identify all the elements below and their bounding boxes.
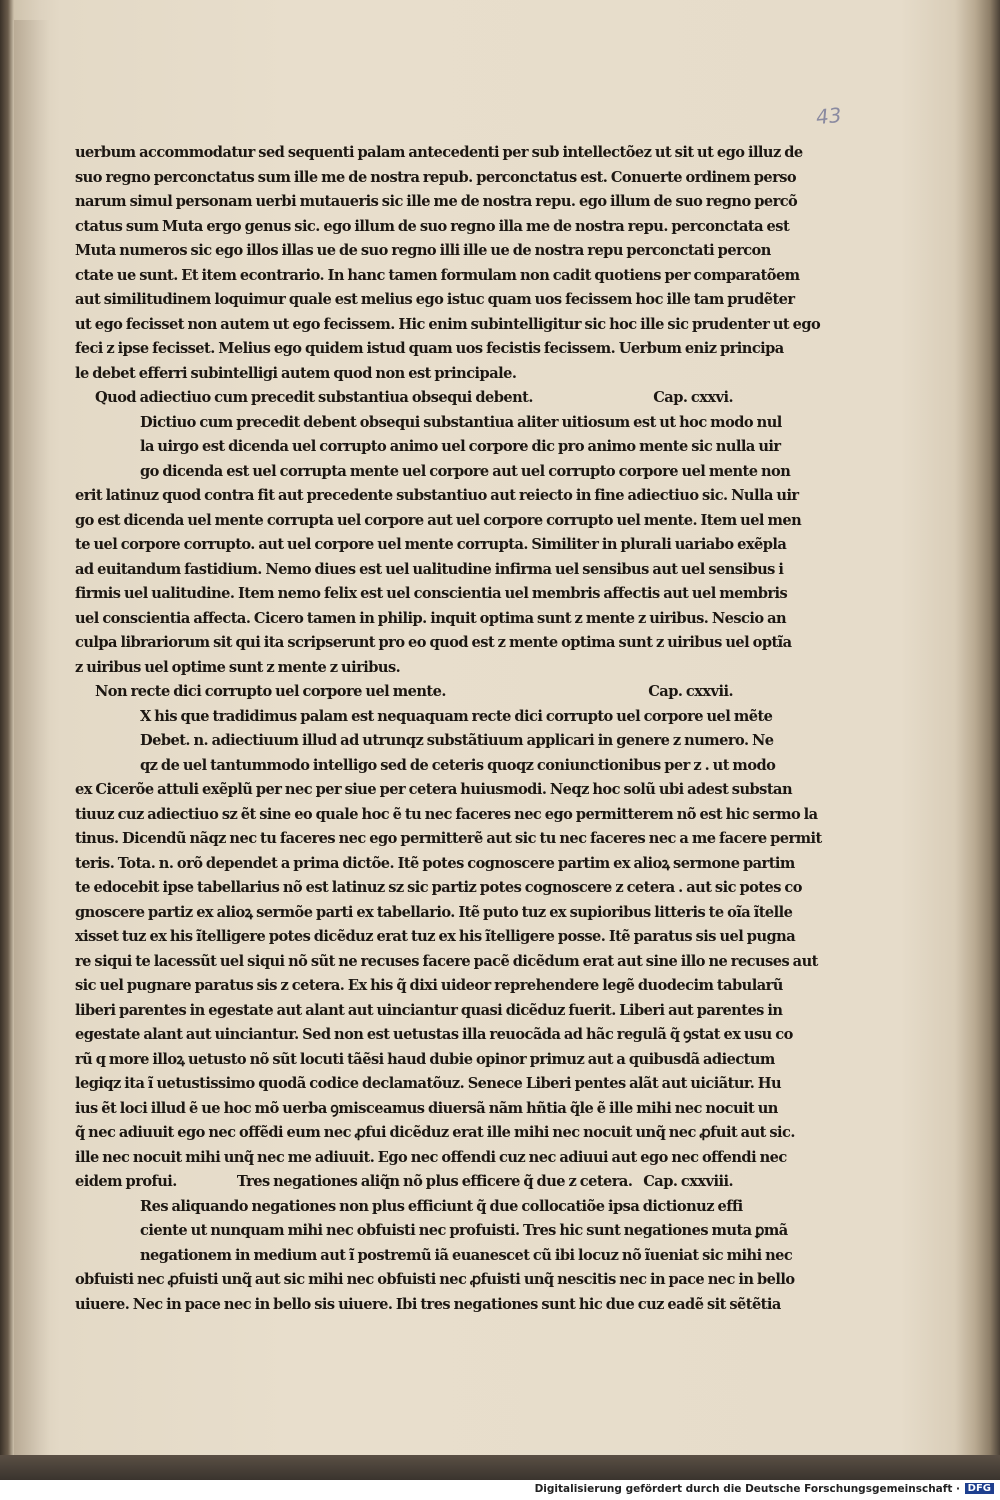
text-line: Muta numeros sic ego illos illas ue de suo regno illi ille ue de nostra repu perconctati percon bbox=[75, 242, 771, 259]
text-line-indented: la uirgo est dicenda uel corrupto animo uel corpore dic pro animo mente sic nulla uir bbox=[140, 438, 781, 455]
text-line: narum simul personam uerbi mutaueris sic ille me de nostra repu. ego illum de suo regno percõ bbox=[75, 193, 798, 210]
text-line: ad euitandum fastidium. Nemo diues est uel ualitudine infirma uel sensibus aut uel sensibus i bbox=[75, 560, 784, 578]
text-line: z uiribus uel optime sunt z mente z uiribus. bbox=[75, 658, 401, 676]
dfg-logo: DFG bbox=[965, 1483, 994, 1494]
text-line-indented: Res aliquando negationes non plus efficiunt q̃ due collocatiõe ipsa dictionuz effi bbox=[140, 1197, 743, 1215]
chapter-heading bbox=[75, 1170, 733, 1195]
text-line: tinus. Dicendũ nãqz nec tu faceres nec ego permitterẽ aut sic tu nec faceres nec a me facere permit bbox=[75, 830, 822, 847]
text-line: suo regno perconctatus sum ille me de nostra repub. perconctatus est. Conuerte ordinem perso bbox=[75, 168, 797, 186]
text-line: aut similitudinem loquimur quale est melius ego istuc quam uos fecissem hoc ille tam prudẽter bbox=[75, 291, 795, 308]
text-line: xisset tuz ex his ĩtelligere potes dicẽduz erat tuz ex his ĩtelligere posse. Itẽ paratus sis uel pugna bbox=[75, 928, 796, 945]
text-line-indented: qz de uel tantummodo intelligo sed de ceteris quoqz coniunctionibus per z . ut modo bbox=[140, 756, 776, 774]
chapter-number: Cap. cxxviii. bbox=[643, 1173, 733, 1190]
text-line: le debet efferri subintelligi autem quod non est principale. bbox=[75, 364, 517, 382]
text-line-indented: ciente ut nunquam mihi nec obfuisti nec profuisti. Tres hic sunt negationes muta ꝑmã bbox=[140, 1222, 788, 1239]
text-line: ut ego fecisset non autem ut ego fecissem. Hic enim subintelligitur sic hoc ille sic prudenter ut ego bbox=[75, 315, 821, 333]
text-line: te edocebit ipse tabellarius nõ est latinuz sz sic partiz potes cognoscere z cetera . aut sic potes co bbox=[75, 879, 802, 896]
text-line: ex Cicerõe attuli exẽplũ per nec per siue per cetera huiusmodi. Neqz hoc solũ ubi adest substan bbox=[75, 781, 793, 798]
text-line: uerbum accommodatur sed sequenti palam antecedenti per sub intellectõez ut sit ut ego illuz de bbox=[75, 144, 803, 161]
chapter-heading bbox=[95, 680, 733, 705]
paragraph-end-line: eidem profui. bbox=[75, 1173, 177, 1190]
text-line: firmis uel ualitudine. Item nemo felix est uel conscientia uel membris affectis aut uel membris bbox=[75, 585, 788, 602]
text-line: obfuisti nec ꝓfuisti unq̃ aut sic mihi nec obfuisti nec ꝓfuisti unq̃ nescitis nec in pace nec in bello bbox=[75, 1271, 795, 1288]
printed-text-block bbox=[75, 141, 822, 1317]
text-line: ctate ue sunt. Et item econtrario. In hanc tamen formulam non cadit quotiens per comparatõem bbox=[75, 266, 800, 284]
text-line: erit latinuz quod contra fit aut precedente substantiuo aut reiecto in fine adiectiuo sic. Nulla uir bbox=[75, 487, 799, 504]
chapter-title: Quod adiectiuo cum precedit substantiua obsequi debent. bbox=[95, 389, 533, 406]
chapter-number: Cap. cxxvii. bbox=[648, 683, 733, 700]
text-line: culpa librariorum sit qui ita scripserunt pro eo quod est z mente optima sunt z uiribus uel optĩa bbox=[75, 634, 792, 651]
text-line: sic uel pugnare paratus sis z cetera. Ex his q̃ dixi uideor reprehendere legẽ duodecim tabularũ bbox=[75, 977, 783, 994]
text-line: liberi parentes in egestate aut alant aut uinciantur quasi dicẽduz fuerit. Liberi aut parentes in bbox=[75, 1001, 783, 1019]
binding-gutter bbox=[14, 20, 50, 1460]
text-line-indented: Debet. n. adiectiuum illud ad utrunqz substãtiuum applicari in genere z numero. Ne bbox=[140, 732, 774, 749]
text-line: teris. Tota. n. orõ dependet a prima dictõe. Itẽ potes cognoscere partim ex alioꝝ sermone partim bbox=[75, 854, 795, 872]
text-line: egestate alant aut uinciantur. Sed non est uetustas illa reuocãda ad hãc regulã q̃ ꝯstat ex usu co bbox=[75, 1026, 793, 1043]
text-line: rũ q more illoꝝ uetusto nõ sũt locuti tãẽsi haud dubie opinor primuz aut a quibusdã adiectum bbox=[75, 1050, 775, 1068]
text-line: ille nec nocuit mihi unq̃ nec me adiuuit. Ego nec offendi cuz nec adiuui aut ego nec offendi nec bbox=[75, 1148, 787, 1166]
scan-bottom-edge bbox=[0, 1455, 1000, 1480]
text-line: tiuuz cuz adiectiuo sz ẽt sine eo quale hoc ẽ tu nec faceres nec ego permitterem nõ est hic sermo la bbox=[75, 805, 818, 823]
text-line: go est dicenda uel mente corrupta uel corpore aut uel corpore corrupto uel mente. Item uel men bbox=[75, 511, 802, 529]
text-line-indented: go dicenda est uel corrupta mente uel corpore aut uel corrupto corpore uel mente non bbox=[140, 462, 791, 480]
funding-credit-text: Digitalisierung gefördert durch die Deutsche Forschungsgemeinschaft · bbox=[534, 1483, 960, 1495]
text-line: ius ẽt loci illud ẽ ue hoc mõ uerba ꝯmisceamus diuersã nãm hñtia q̃le ẽ ille mihi nec nocuit un bbox=[75, 1099, 778, 1117]
text-line: re siqui te lacessũt uel siqui nõ sũt ne recuses facere pacẽ dicẽdum erat aut sine illo ne recuses aut bbox=[75, 952, 818, 970]
text-line: legiqz ita ĩ uetustissimo quodã codice declamatõuz. Senece Liberi pentes alãt aut uiciãtur. Hu bbox=[75, 1075, 782, 1092]
text-line: gnoscere partiz ex alioꝝ sermõe parti ex tabellario. Itẽ puto tuz ex supioribus litteris te oĩa ĩtelle bbox=[75, 903, 793, 921]
text-line-indented: X his que tradidimus palam est nequaquam recte dici corrupto uel corpore uel mẽte bbox=[140, 707, 773, 725]
text-line: uel conscientia affecta. Cicero tamen in philip. inquit optima sunt z mente z uiribus. Nescio an bbox=[75, 609, 787, 627]
chapter-number: Cap. cxxvi. bbox=[653, 389, 733, 406]
footer-credit bbox=[0, 1480, 1000, 1500]
text-line: q̃ nec adiuuit ego nec offẽdi eum nec ꝓfui dicẽduz erat ille mihi nec nocuit unq̃ nec ꝓfuit aut sic. bbox=[75, 1124, 795, 1141]
text-line-indented: negationem in medium aut ĩ postremũ iã euanescet cũ ibi locuz nõ ĩueniat sic mihi nec bbox=[140, 1246, 793, 1264]
chapter-title: Non recte dici corrupto uel corpore uel mente. bbox=[95, 683, 446, 700]
handwritten-folio-number: 43 bbox=[814, 102, 843, 130]
text-line-indented: Dictiuo cum precedit debent obsequi substantiua aliter uitiosum est ut hoc modo nul bbox=[140, 413, 782, 431]
chapter-title: Tres negationes aliq̃n nõ plus efficere q̃ due z cetera. bbox=[236, 1173, 633, 1190]
text-line: uiuere. Nec in pace nec in bello sis uiuere. Ibi tres negationes sunt hic due cuz eadẽ sit sẽtẽtia bbox=[75, 1295, 781, 1313]
text-line: feci z ipse fecisset. Melius ego quidem istud quam uos fecistis fecissem. Uerbum eniz principa bbox=[75, 340, 784, 357]
text-line: ctatus sum Muta ergo genus sic. ego illum de suo regno illa me de nostra repu. perconctata est bbox=[75, 217, 790, 235]
chapter-heading bbox=[95, 386, 733, 411]
text-line: te uel corpore corrupto. aut uel corpore uel mente corrupta. Similiter in plurali uariabo exẽpla bbox=[75, 536, 787, 553]
